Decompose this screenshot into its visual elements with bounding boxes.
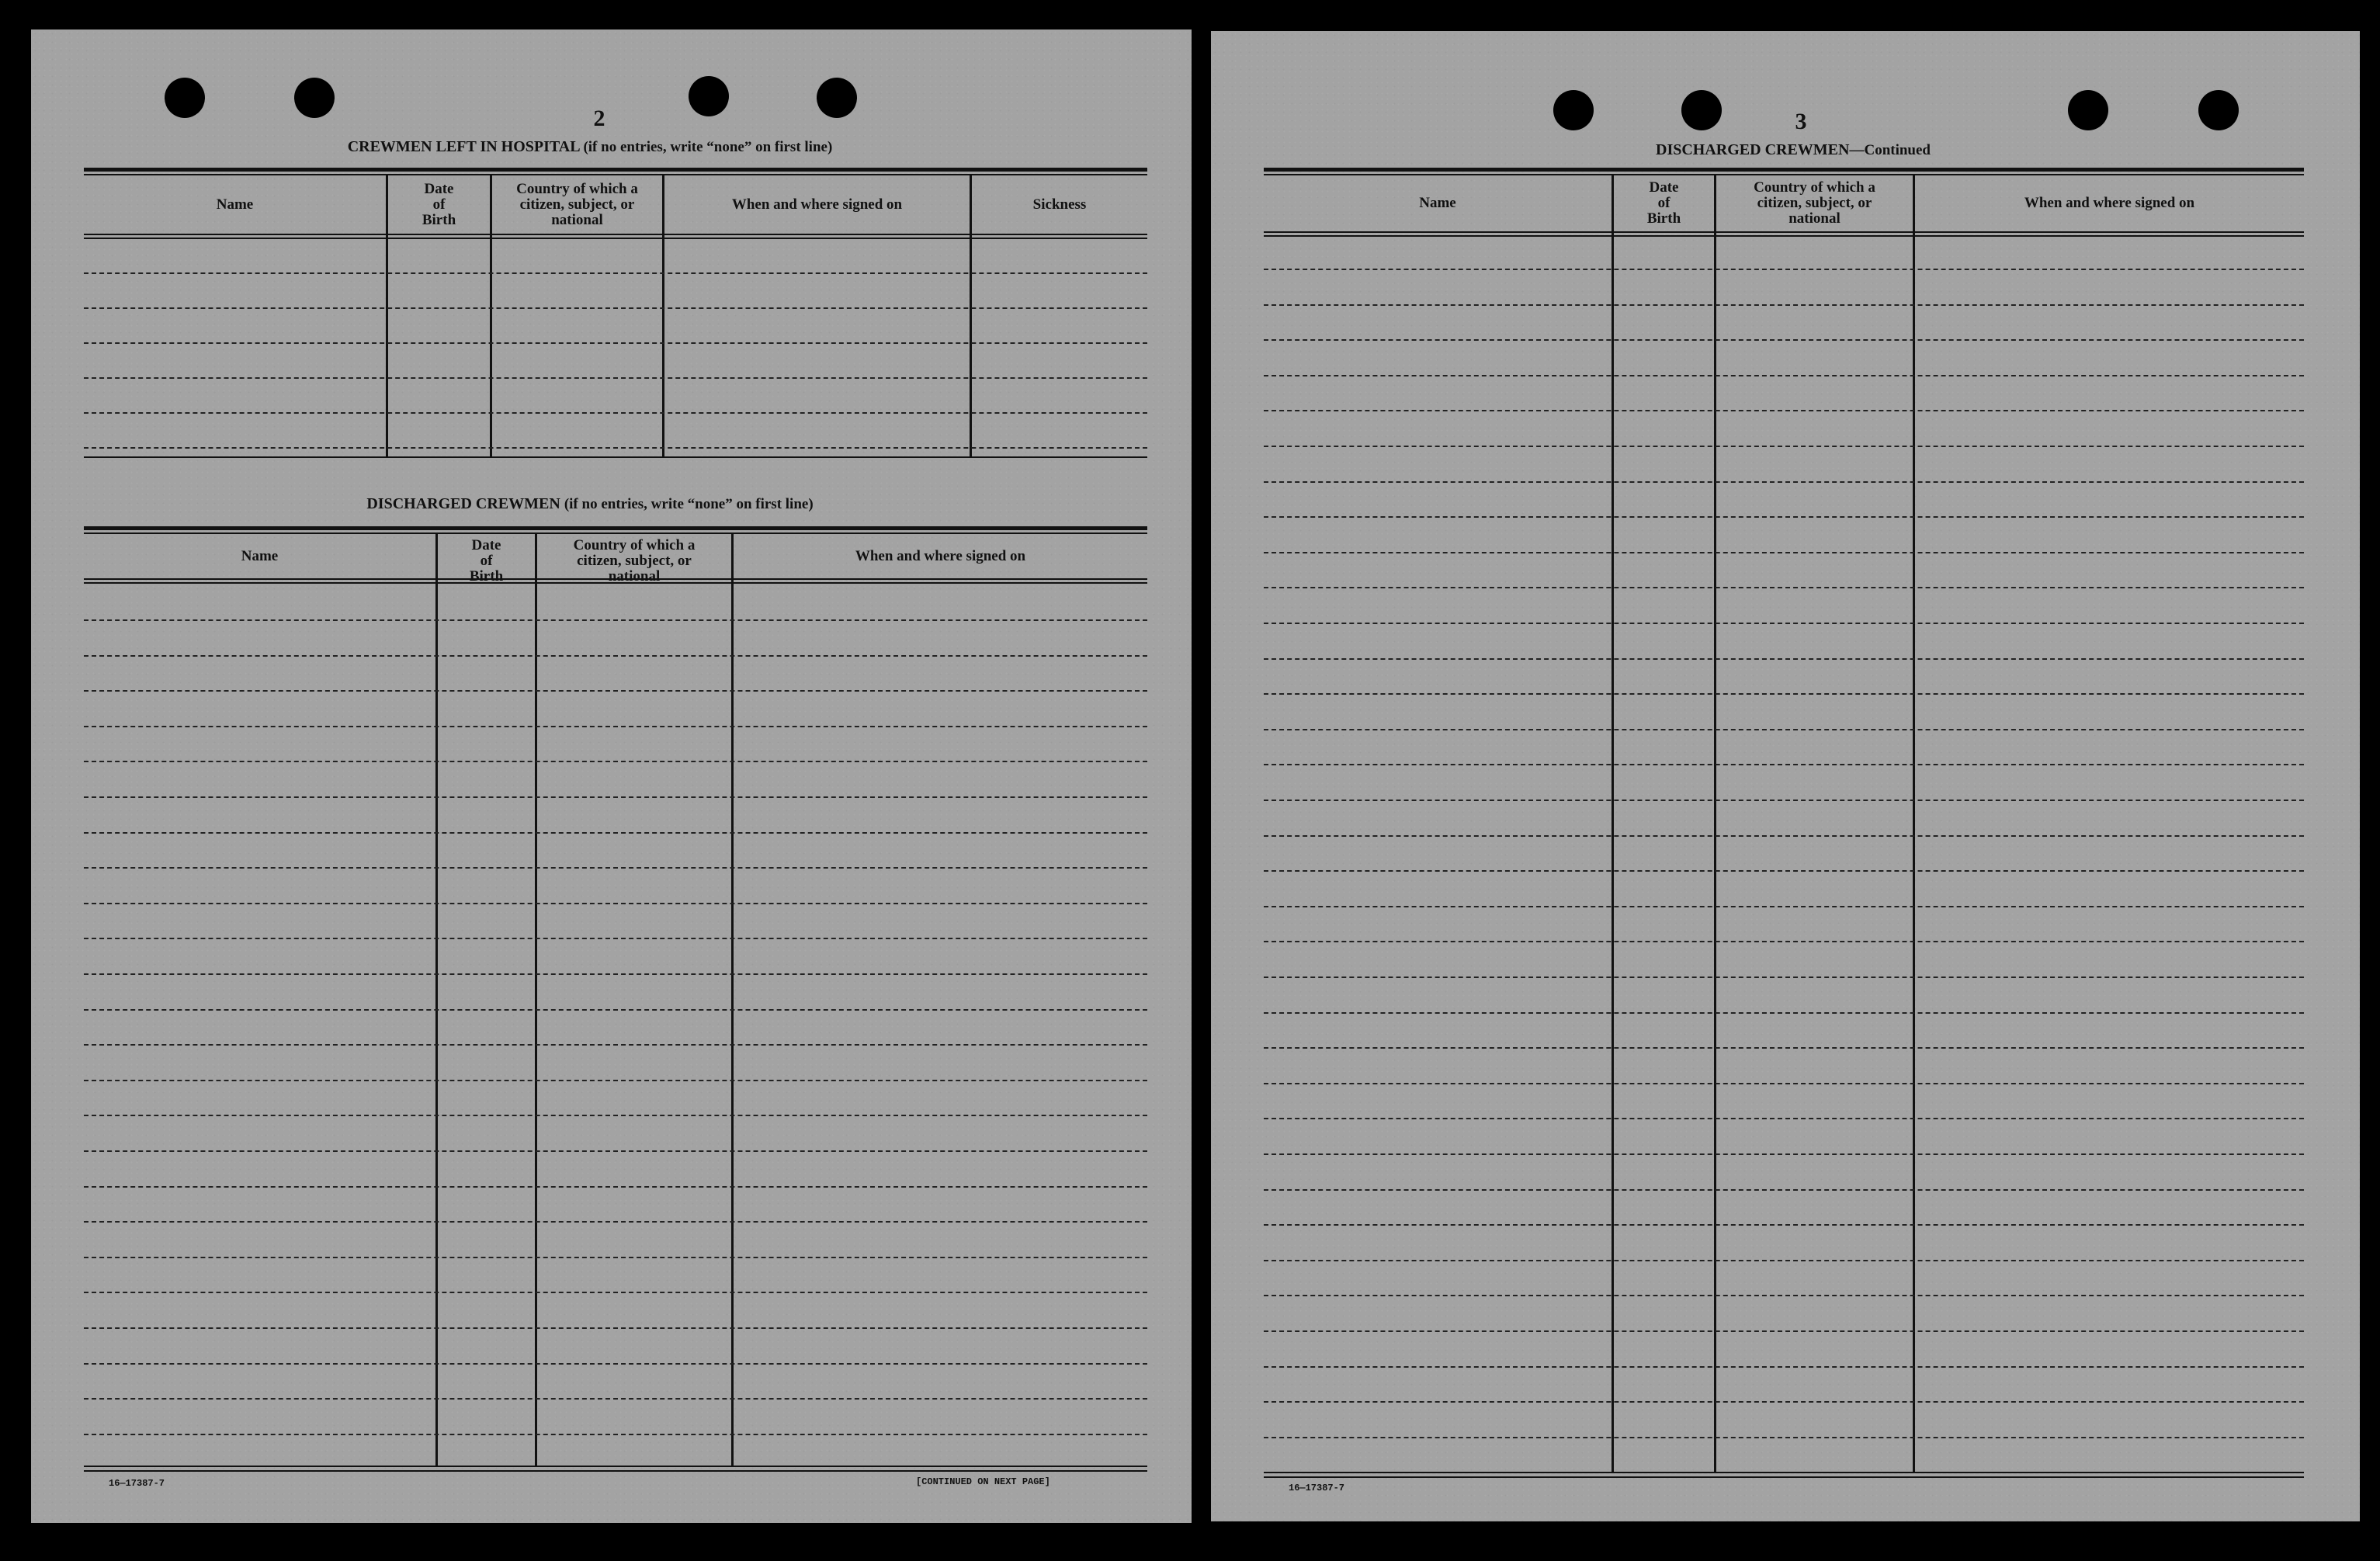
punch-hole	[2068, 90, 2108, 130]
column-divider	[1612, 175, 1614, 1473]
entry-line	[1264, 906, 2304, 907]
entry-line	[1264, 1083, 2304, 1084]
entry-line	[84, 726, 1147, 727]
entry-line	[1264, 1366, 2304, 1368]
table-top-rule	[1264, 168, 2304, 172]
discharged-section-heading	[31, 495, 1149, 513]
hospital-section-heading	[31, 138, 1149, 156]
entry-line	[84, 1150, 1147, 1152]
column-header-name: Name	[241, 547, 279, 564]
entry-line	[1264, 446, 2304, 447]
entry-line	[1264, 481, 2304, 483]
entry-line	[84, 619, 1147, 621]
column-header-country: Country of which a citizen, subject, or national	[573, 537, 696, 585]
entry-line	[1264, 1437, 2304, 1438]
continued-note: [CONTINUED ON NEXT PAGE]	[916, 1476, 1050, 1487]
entry-line	[84, 1080, 1147, 1081]
entry-line	[1264, 1330, 2304, 1332]
entry-line	[84, 1186, 1147, 1188]
header-bottom-rule	[1264, 235, 2304, 237]
entry-line	[1264, 658, 2304, 660]
hospital-section-note: (if no entries, write “none” on first line)	[583, 139, 833, 155]
entry-line	[1264, 1189, 2304, 1191]
table-bottom-rule	[84, 456, 1147, 458]
entry-line	[84, 796, 1147, 798]
column-header-name: Name	[1419, 195, 1456, 211]
header-bottom-rule	[84, 234, 1147, 235]
entry-line	[84, 690, 1147, 692]
column-header-signed-on: When and where signed on	[855, 547, 1026, 564]
entry-line	[84, 1044, 1147, 1046]
entry-line	[1264, 623, 2304, 624]
column-header-date-of-birth: Date of Birth	[469, 537, 504, 585]
column-header-sickness: Sickness	[1032, 196, 1087, 213]
entry-line	[1264, 1260, 2304, 1261]
page-number: 2	[593, 106, 605, 131]
entry-line	[84, 307, 1147, 309]
form-number: 16—17387-7	[1289, 1483, 1345, 1493]
column-header-date-of-birth: Date of Birth	[1646, 179, 1681, 227]
column-header-country: Country of which a citizen, subject, or national	[516, 180, 638, 228]
table-bottom-rule	[84, 1466, 1147, 1467]
entry-line	[84, 342, 1147, 344]
punch-hole	[2198, 90, 2239, 130]
entry-line	[84, 938, 1147, 939]
entry-line	[1264, 835, 2304, 837]
entry-line	[84, 1327, 1147, 1329]
entry-line	[84, 1257, 1147, 1258]
entry-line	[1264, 1012, 2304, 1014]
entry-line	[84, 1363, 1147, 1365]
header-bottom-rule	[1264, 231, 2304, 233]
column-header-date-of-birth: Date of Birth	[422, 180, 456, 228]
entry-line	[84, 272, 1147, 274]
punch-hole	[1553, 90, 1594, 130]
punch-hole	[817, 78, 857, 118]
entry-line	[84, 1398, 1147, 1400]
table-bottom-rule	[1264, 1472, 2304, 1473]
entry-line	[1264, 1153, 2304, 1155]
discharged-section-note: (if no entries, write “none” on first line)	[564, 496, 814, 512]
punch-hole	[1681, 90, 1722, 130]
punch-hole	[689, 76, 729, 116]
entry-line	[84, 1292, 1147, 1293]
entry-line	[84, 1115, 1147, 1116]
table-top-rule	[84, 526, 1147, 530]
form-page-2	[31, 29, 1192, 1523]
entry-line	[84, 867, 1147, 869]
entry-line	[1264, 339, 2304, 341]
table-top-rule	[84, 168, 1147, 172]
entry-line	[1264, 976, 2304, 978]
discharged-section-title: DISCHARGED CREWMEN	[366, 495, 560, 512]
entry-line	[84, 761, 1147, 762]
column-divider	[1714, 175, 1716, 1473]
column-header-name: Name	[216, 196, 254, 213]
entry-line	[1264, 587, 2304, 588]
entry-line	[1264, 1401, 2304, 1403]
form-number: 16—17387-7	[109, 1478, 165, 1489]
discharged-continued-title: DISCHARGED CREWMEN	[1656, 141, 1850, 158]
column-header-signed-on: When and where signed on	[2024, 195, 2195, 211]
entry-line	[1264, 552, 2304, 553]
table-bottom-rule	[1264, 1476, 2304, 1478]
entry-line	[1264, 764, 2304, 765]
table-bottom-rule	[84, 1470, 1147, 1472]
entry-line	[1264, 516, 2304, 518]
discharged-continued-heading	[1615, 141, 1972, 159]
header-bottom-rule	[84, 238, 1147, 239]
entry-line	[1264, 1224, 2304, 1226]
punch-hole	[165, 78, 205, 118]
entry-line	[84, 377, 1147, 379]
entry-line	[1264, 1118, 2304, 1119]
entry-line	[84, 973, 1147, 975]
hospital-section-title: CREWMEN LEFT IN HOSPITAL	[347, 138, 580, 155]
entry-line	[84, 832, 1147, 834]
entry-line	[84, 447, 1147, 449]
entry-line	[1264, 269, 2304, 270]
page-number: 3	[1795, 109, 1807, 134]
column-header-country: Country of which a citizen, subject, or national	[1754, 179, 1875, 227]
entry-line	[1264, 870, 2304, 872]
punch-hole	[294, 78, 335, 118]
form-page-3	[1211, 31, 2360, 1521]
entry-line	[1264, 729, 2304, 730]
entry-line	[84, 903, 1147, 904]
entry-line	[1264, 375, 2304, 376]
column-divider	[1913, 175, 1915, 1473]
entry-line	[1264, 304, 2304, 306]
column-header-signed-on: When and where signed on	[731, 196, 903, 213]
entry-line	[1264, 800, 2304, 801]
discharged-continued-suffix: —Continued	[1849, 142, 1931, 158]
entry-line	[84, 1434, 1147, 1435]
entry-line	[1264, 1295, 2304, 1296]
entry-line	[1264, 1047, 2304, 1049]
entry-line	[84, 412, 1147, 414]
entry-line	[84, 1221, 1147, 1223]
entry-line	[1264, 941, 2304, 942]
entry-line	[1264, 410, 2304, 411]
entry-line	[1264, 693, 2304, 695]
entry-line	[84, 1009, 1147, 1011]
entry-line	[84, 655, 1147, 657]
